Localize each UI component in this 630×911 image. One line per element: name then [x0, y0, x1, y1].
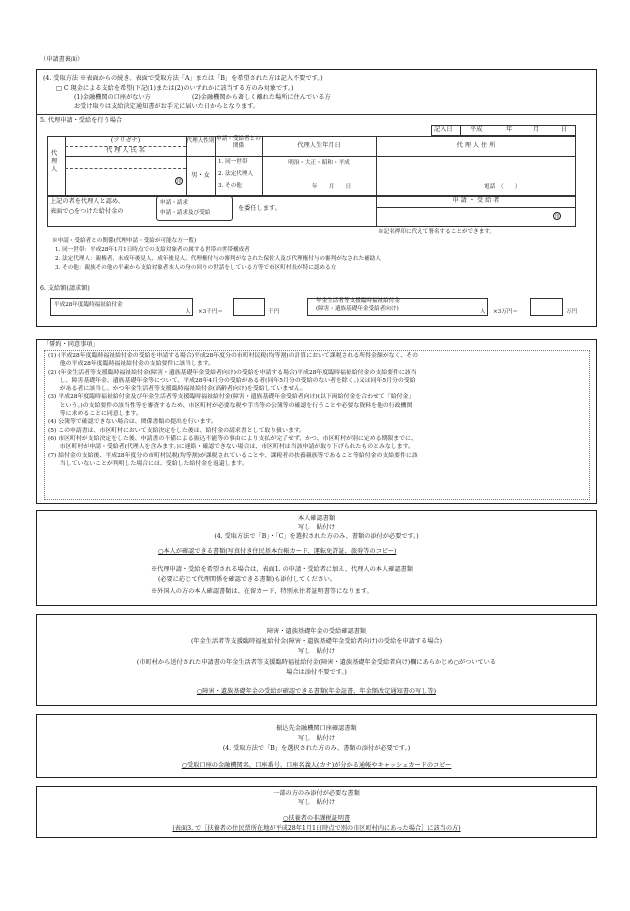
pension-box-note-1: (市町村から送付された申請書の年金生活者等支援臨時福祉給付金(障害・遺族基礎年金受給者向け)欄にあらかじめ○がついている	[136, 659, 497, 666]
pledge-line: という。)の支給要件の該当性等を審査するため、市区町村が必要な税や手当等の公簿等の確認を行うことや必要な資料を他の行政機関	[48, 402, 413, 409]
era-label: 平成	[470, 126, 483, 133]
id-box-note-3: ※外国人の方の本人確認書類は、在留カード、特別永住者証明書等になります。	[151, 588, 373, 595]
pledge-line: (4) 公簿等で確認できない場合は、関係書類の提出を行います。	[48, 419, 217, 426]
pledge-line: (5) この申請書は、市区町村において支給決定をした後は、給付金の請求書として取り扱います。	[48, 427, 306, 434]
month-label: 月	[533, 126, 540, 133]
relation-header: 申請・受給者との関係	[216, 136, 261, 149]
bank-box-instruction: (4. 受取方法で「B」を選択された方のみ、書類の添付が必要です。)	[222, 745, 411, 752]
reason-no-account: (1)金融機関の口座がない方	[74, 94, 151, 101]
year-label: 年	[506, 126, 513, 133]
bank-box-paste: 写し 貼付け	[297, 735, 336, 742]
relation-option-1[interactable]: 1. 同一世帯	[218, 159, 248, 165]
agent-name-field[interactable]	[65, 169, 186, 195]
payment-item-1-unit: 人	[185, 309, 191, 315]
pledge-title: 「誓約・同意事項」	[43, 341, 99, 348]
section6-title: 6. 支給額(請求額)	[40, 285, 90, 292]
dob-era-options[interactable]: 明治・大正・昭和・平成	[288, 160, 350, 166]
dob-header: 代理人生年月日	[297, 142, 341, 149]
sign-note: ※記名押印に代えて署名することができます。	[378, 229, 496, 235]
pledge-line: 等に求めることに同意します。	[48, 411, 142, 418]
applicant-name-field[interactable]	[376, 208, 576, 227]
id-box-note-2: (必要に応じて代理関係を確認できる書類)も添付してください。	[158, 576, 337, 583]
agent-phone-field[interactable]: 電話 （ ）	[484, 184, 521, 190]
applicant-seal-mark: 印	[554, 214, 560, 220]
payment-item-2-label-2: (障害・遺族基礎年金受給者向け)	[316, 306, 399, 312]
payment-item-2-currency: 万円	[566, 309, 578, 315]
pledge-line: (1) (平成28年度臨時福祉給付金の受給を申請する場合)平成28年度分の市町村民税(均等割)の計算において課税される所得金額がなく、その	[48, 353, 419, 359]
payment-item-1-currency: 千円	[268, 309, 280, 315]
relation-list-title: ※申請・受給者との関係(代理申請・受給が可能な方一覧)	[52, 238, 197, 244]
pledge-line: がある者に該当し、かつ年金生活者等支援臨時福祉給付金(高齢者向け)を受給していません。	[48, 386, 307, 393]
pension-box-title: 障害・遺族基礎年金の受給確認書類	[267, 628, 366, 635]
pledge-items	[48, 352, 418, 468]
cash-receipt-note: お受け取りは支給決定通知書がお手元に届いた日からとなります。	[74, 103, 260, 110]
pledge-line: 他の平成28年度臨時福祉給付金の支給要件に該当します。	[48, 361, 215, 368]
option-c-cash-checkbox[interactable]: □ C 現金による支給を希望(下記(1)または(2)のいずれかに該当する方のみ対象です。)	[56, 85, 294, 92]
agent-name-header: 代 理 人 氏 名	[106, 147, 145, 154]
pension-box-note-2: 場合は添付不要です。)	[286, 669, 347, 676]
agent-row-label: 代理人	[51, 150, 58, 173]
id-box-note-1: ※代理申請・受給を希望される場合は、表面1. の申請・受給者に加え、代理人の本人確認書類	[151, 566, 413, 573]
partial-box-note: (表面3. で［扶養者の住民票所在地が平成28年1月1日時点で別の市区町村内にあった場合］に該当の方)	[172, 825, 461, 832]
pension-box-paste: 写し 貼付け	[297, 648, 336, 655]
payment-item-2-rate: ×3万円＝	[493, 309, 519, 315]
pledge-line: (2) (年金生活者等支援臨時福祉給付金(障害・遺族基礎年金受給者向け)の受給を申請する場合)平成28年度臨時福祉給付金の支給要件に該当	[48, 369, 417, 376]
section4-title: (4. 受取方法 ※表面からの続き。表面で受取方法「A」または「B」を希望された方は記入不要です。)	[43, 75, 323, 82]
pledge-line: し、障害基礎年金、遺族基礎年金等について、平成28年4月分の受給がある者(同年5月分の受給のない者を除く。)又は同年5月分の受給	[48, 377, 416, 384]
delegate-claim-and-receive-option[interactable]: 申請・請求及び受給	[160, 210, 211, 216]
pledge-line: (3) 平成28年度臨時福祉給付金及び年金生活者等支援臨時福祉給付金(障害・遺族基礎年金受給者向け)(以下両給付金を合わせて「給付金」	[48, 394, 415, 401]
relation-option-3[interactable]: 3. その他	[218, 183, 242, 189]
payment-item-2-label-1: 年金生活者等支援臨時福祉給付金	[316, 298, 400, 304]
agent-seal-mark: 印	[176, 179, 182, 185]
furigana-header: (フリガナ)	[110, 137, 141, 144]
id-box-paste: 写し 貼付け	[297, 524, 336, 531]
payment-item-1-amount[interactable]	[233, 298, 265, 316]
relation-desc-1: 1. 同一世帯：平成28年1月1日時点での支給対象者の属する世帯の世帯構成者	[55, 247, 250, 253]
payment-item-1-label: 平成28年度臨時福祉給付金	[54, 302, 123, 308]
bank-box-title: 振込先金融機関口座確認書類	[276, 725, 357, 732]
id-box-title: 本人確認書類	[297, 515, 336, 522]
partial-box-required-docs: ○扶養者の非課税証明書	[282, 815, 351, 822]
page-side-label: （申請書裏面）	[40, 56, 84, 63]
furigana-field[interactable]	[65, 157, 186, 168]
agent-address-field[interactable]	[376, 157, 576, 195]
applicant-header: 申 請 ・ 受 給 者	[452, 197, 500, 204]
relation-option-2[interactable]: 2. 法定代理人	[218, 171, 254, 177]
payment-item-2-amount[interactable]	[530, 298, 563, 316]
payment-item-2-unit: 人	[480, 309, 486, 315]
delegate-text-3: を委任します。	[238, 205, 281, 212]
partial-box-title: 一部の方のみ添付が必要な書類	[273, 790, 360, 797]
pledge-line: 市区町村が申請・受給者(代理人を含みます。)に連絡・確認できない場合は、市区町村は当該申請が取り下げられたものとみなします。	[48, 444, 414, 451]
pledge-line: 当していないことが判明した場合には、受給した給付金を返還します。	[48, 460, 248, 467]
delegate-claim-option[interactable]: 申請・請求	[160, 200, 188, 206]
dob-date-field[interactable]: 年 月 日	[312, 184, 352, 190]
agent-gender-field[interactable]: 男・女	[191, 172, 210, 179]
payment-item-1-rate: ×3千円＝	[198, 309, 224, 315]
day-label: 日	[561, 126, 568, 133]
reason-far-away: (2)金融機関から著しく離れた場所に住んでいる方	[192, 94, 331, 101]
address-header: 代 理 人 住 所	[456, 142, 496, 149]
section5-title: 5. 代理申請・受給を行う場合	[40, 117, 123, 124]
relation-desc-2: 2. 法定代理人：親権者、未成年後見人、成年後見人、代理権付与の審判がなされた保佐人及び代理権付与の審判がなされた補助人	[55, 256, 381, 262]
pension-box-subtitle: (年金生活者等支援臨時福祉給付金(障害・遺族基礎年金受給者向け)の受給を申請する場合)	[191, 638, 442, 645]
agent-gender-header: 代理人性別	[186, 138, 215, 144]
id-box-instruction: (4. 受取方法で「B」・「C」を選択された方のみ、書類の添付が必要です。)	[214, 533, 419, 540]
bank-box-required-docs: ○受取口座の金融機関名、口座番号、口座名義人(カナ)が分かる通帳やキャッシュカードのコピー	[181, 762, 452, 769]
pledge-line: (7) 給付金の支給後、平成28年度分の市町村民税(均等割)が課税されていることや、課税者の扶養親族等であること等給付金の支給要件に該	[48, 452, 418, 459]
partial-box-paste: 写し 貼付け	[297, 799, 336, 806]
delegate-text-2: 表面で○をつけた給付金の	[50, 208, 124, 215]
entry-date-label: 記入日	[434, 126, 453, 133]
relation-desc-3: 3. その他：親族その他の平素から支給対象者本人の身の回りの世話をしている方等で市区町村長が特に認める方	[55, 265, 337, 271]
pledge-line: (6) 市区町村が支給決定をした後、申請書の不備による振込不能等の事由により支払が完了せず、かつ、市区町村が別に定める期限までに、	[48, 435, 417, 442]
pension-box-required-docs: ○障害・遺族基礎年金の受給が確認できる書類(年金証書、年金額改定通知書の写し等)	[196, 688, 437, 695]
delegate-text-1: 上記の者を代理人と認め、	[50, 198, 125, 205]
id-box-required-docs: ○本人が確認できる書類(写真付き住民基本台帳カード、運転免許証、旅券等のコピー)	[158, 548, 397, 555]
